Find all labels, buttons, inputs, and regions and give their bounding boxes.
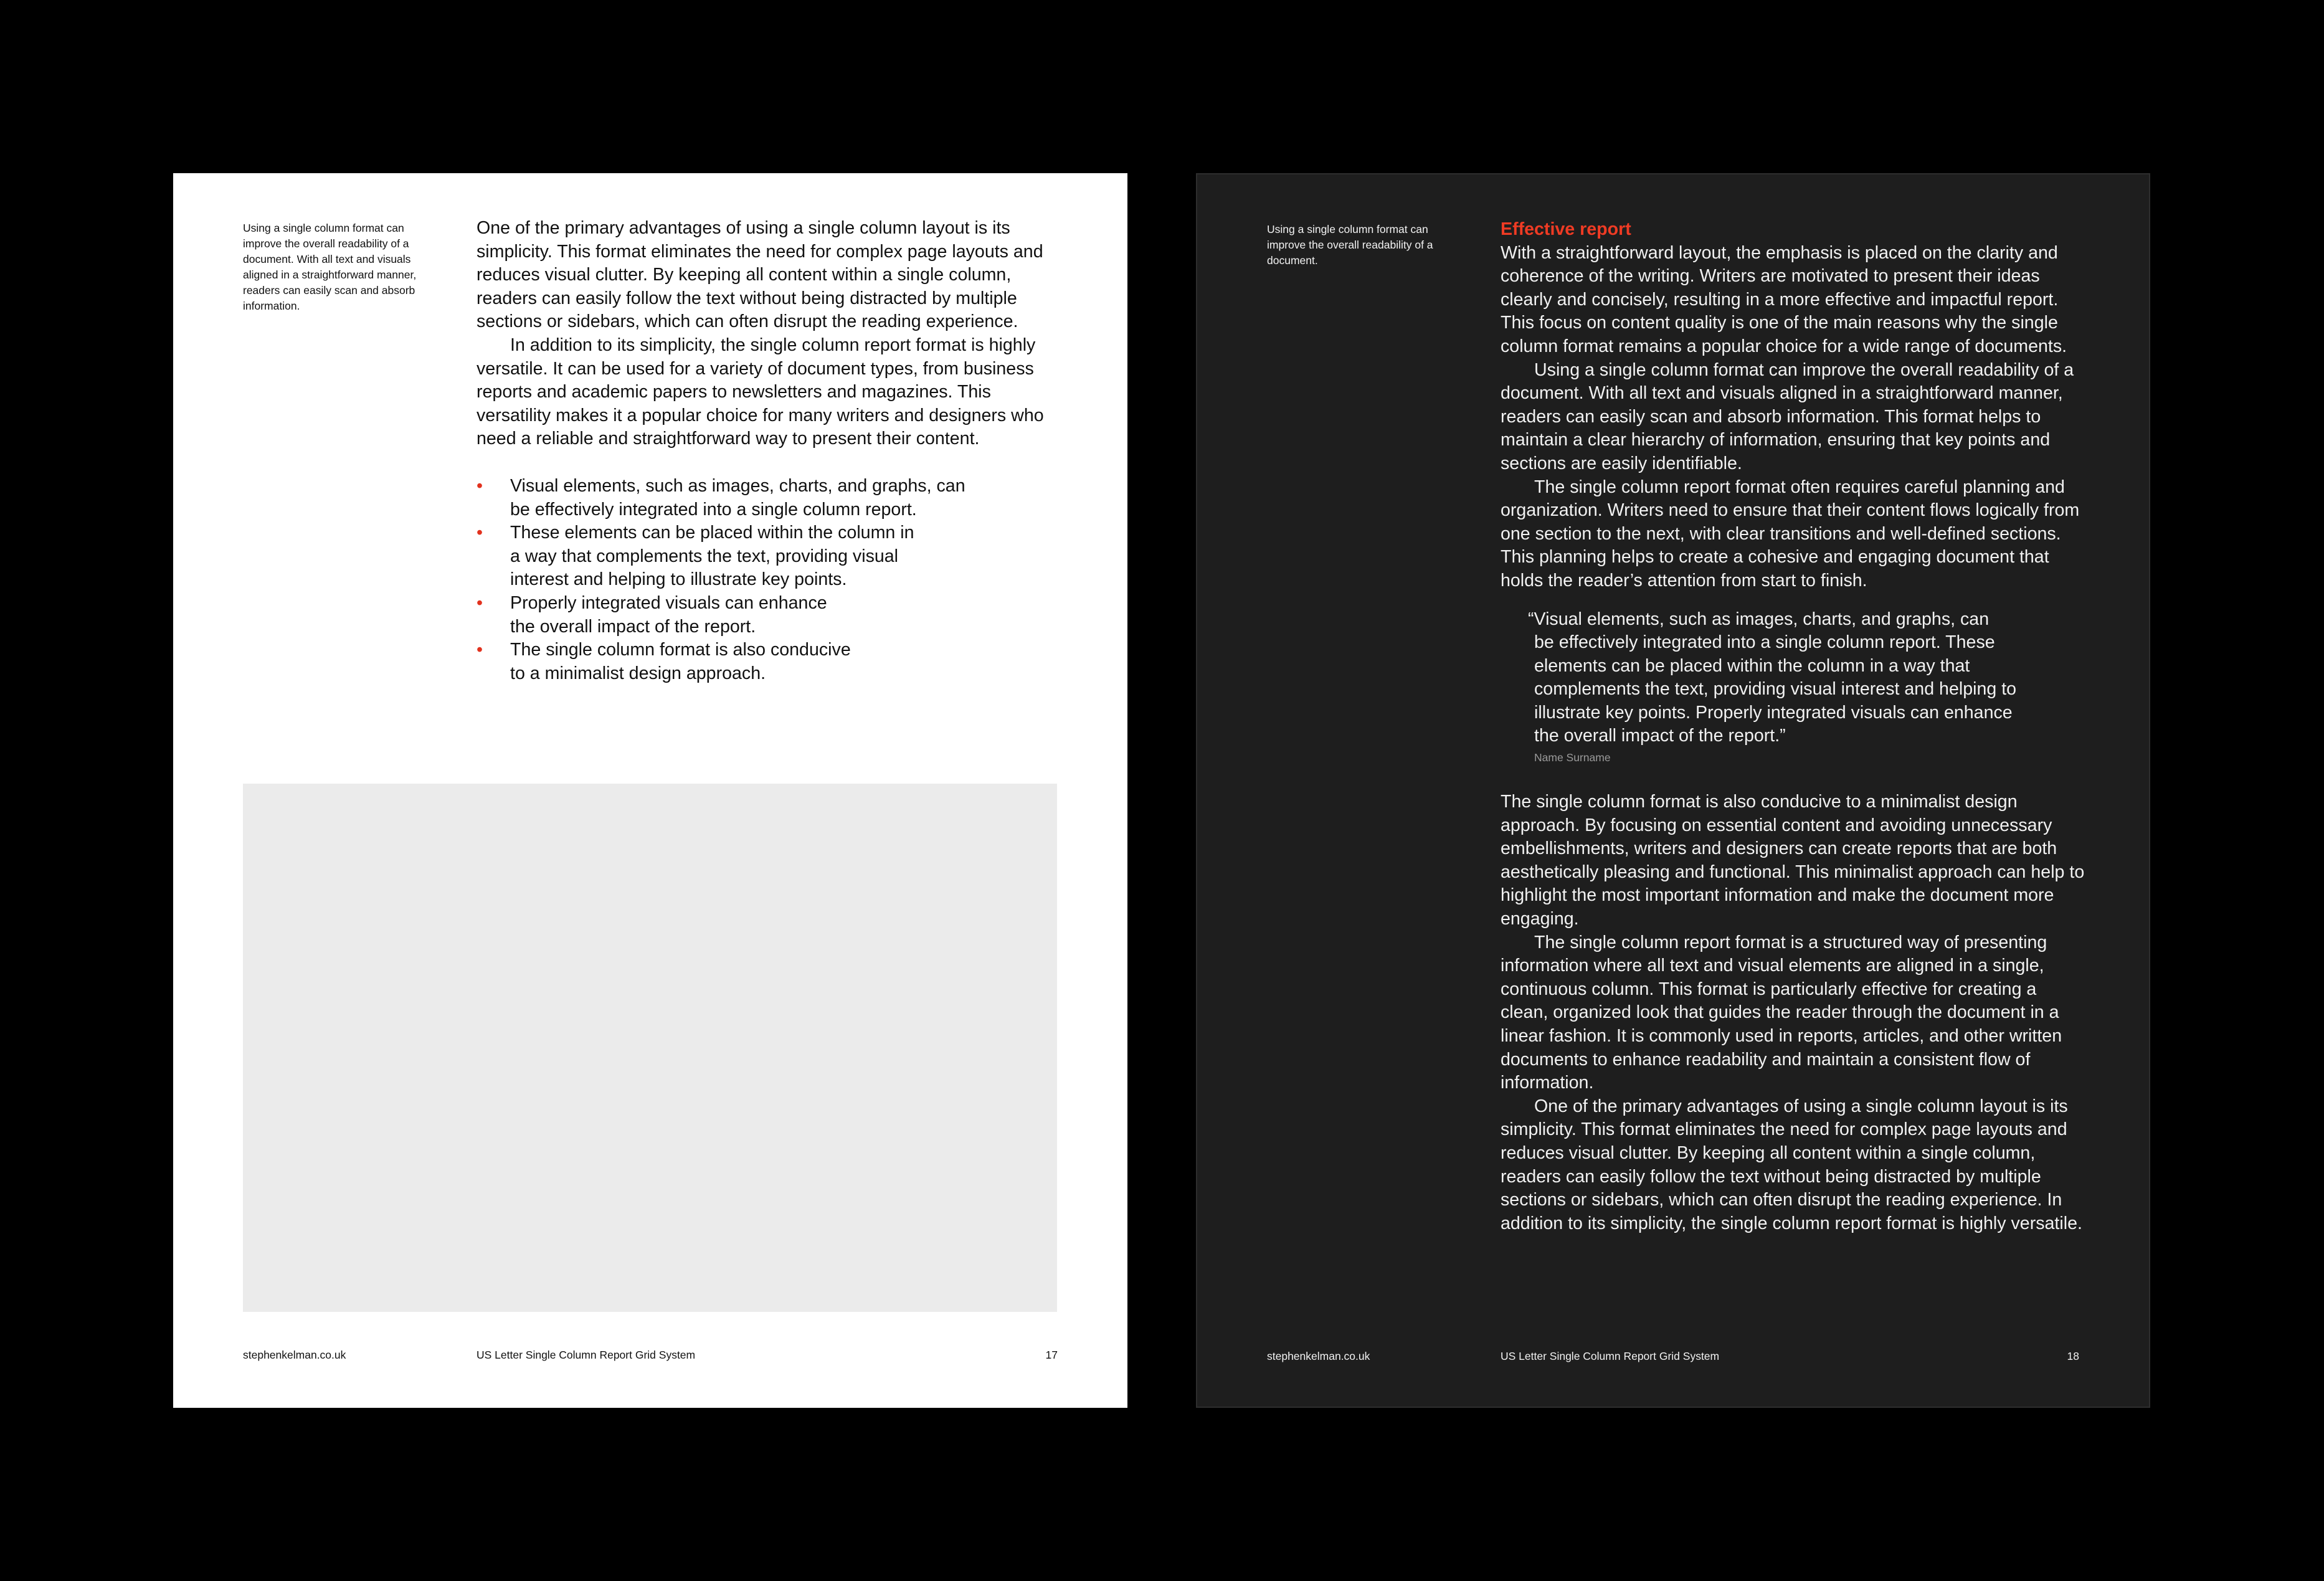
body-text bbox=[1501, 218, 2086, 1235]
list-item-line: a way that complements the text, providing visual bbox=[510, 546, 899, 566]
list-item-line: to a minimalist design approach. bbox=[510, 663, 766, 683]
list-item bbox=[477, 639, 1062, 685]
quote-attribution: Name Surname bbox=[1534, 751, 1611, 764]
footer-title: US Letter Single Column Report Grid System bbox=[1501, 1350, 1720, 1362]
page-number: 17 bbox=[1045, 1349, 1058, 1361]
quote-line: illustrate key points. Properly integrated visuals can enhance bbox=[1534, 702, 2013, 723]
quote-line: complements the text, providing visual interest and helping to bbox=[1534, 679, 2017, 700]
sidenote: Using a single column format can improve the overall readability of a document. With all text and visuals aligned in a straightforward manner, readers can easily scan and absorb information. bbox=[243, 222, 417, 312]
quote-line: elements can be placed within the column in a way that bbox=[1534, 655, 1970, 676]
paragraph: Using a single column format can improve the overall readability of a document. With all text and visuals aligned in a straightforward manner, readers can easily scan and absorb information. This format helps to maintain a clear hierarchy of information, ensuring that key points and sections are easily identifiable. bbox=[1501, 359, 2074, 473]
body-text bbox=[477, 217, 1062, 685]
bullet-list bbox=[477, 475, 1062, 685]
list-item-line: The single column format is also conducive bbox=[510, 640, 851, 660]
paragraph: The single column format is also conducive to a minimalist design approach. By focusing on essential content and avoiding unnecessary embellishments, writers and designers can create reports that are both aesthetically pleasing and functional. This minimalist approach can help to highlight the most important information and make the document more engaging. bbox=[1501, 792, 2085, 929]
sidenote: Using a single column format can improve the overall readability of a document. bbox=[1267, 223, 1433, 267]
list-item-line: Properly integrated visuals can enhance bbox=[510, 592, 827, 613]
section-heading: Effective report bbox=[1501, 219, 1631, 239]
list-item-line: the overall impact of the report. bbox=[510, 616, 756, 637]
quote-line: be effectively integrated into a single column report. These bbox=[1534, 632, 1995, 653]
quote-line: “Visual elements, such as images, charts, and graphs, can bbox=[1528, 609, 1990, 629]
paragraph: One of the primary advantages of using a single column layout is its simplicity. This format eliminates the need for complex page layouts and reduces visual clutter. By keeping all content within a single column, readers can easily follow the text without being distracted by multiple sections or sidebars, which can often disrupt the reading experience. bbox=[477, 218, 1043, 332]
page-17 bbox=[173, 173, 1127, 1408]
quote-line: the overall impact of the report.” bbox=[1534, 726, 1786, 746]
bullet-icon: • bbox=[477, 523, 483, 543]
list-item-line: Visual elements, such as images, charts, and graphs, can bbox=[510, 475, 965, 496]
footer-site: stephenkelman.co.uk bbox=[1267, 1350, 1370, 1362]
bullet-icon: • bbox=[477, 640, 483, 660]
list-item bbox=[477, 475, 1062, 521]
page-18 bbox=[1196, 173, 2150, 1408]
bullet-icon: • bbox=[477, 475, 483, 496]
list-item-line: These elements can be placed within the column in bbox=[510, 523, 914, 543]
page-number: 18 bbox=[2067, 1350, 2079, 1362]
paragraph: The single column report format often requires careful planning and organization. Writers need to ensure that their content flows logically from one section to the next, with clear transitions and well-defined sections. This planning helps to create a cohesive and engaging document that holds the reader’s attention from start to finish. bbox=[1501, 477, 2080, 591]
image-placeholder bbox=[243, 784, 1057, 1312]
list-item bbox=[477, 521, 1062, 592]
paragraph: The single column report format is a structured way of presenting information where all text and visual elements are aligned in a single, continuous column. This format is particularly effective for creating a clean, organized look that guides the reader through the document in a linear fashion. It is commonly used in reports, articles, and other written documents to enhance readability and maintain a consistent flow of information. bbox=[1501, 932, 2062, 1093]
paragraph: One of the primary advantages of using a single column layout is its simplicity. This format eliminates the need for complex page layouts and reduces visual clutter. By keeping all content within a single column, readers can easily follow the text without being distracted by multiple sections or sidebars, which can often disrupt the reading experience. In addition to its simplicity, the single column report format is highly versatile. bbox=[1501, 1096, 2082, 1233]
pull-quote bbox=[1501, 608, 2086, 766]
list-item bbox=[477, 592, 1062, 639]
list-item-line: interest and helping to illustrate key points. bbox=[510, 569, 847, 590]
paragraph: With a straightforward layout, the emphasis is placed on the clarity and coherence of the writing. Writers are motivated to present their ideas clearly and concisely, resulting in a more effective and impactful report. This focus on content quality is one of the main reasons why the single column format remains a popular choice for a wide range of documents. bbox=[1501, 242, 2067, 356]
footer-title: US Letter Single Column Report Grid System bbox=[477, 1349, 696, 1361]
bullet-icon: • bbox=[477, 592, 483, 613]
list-item-line: be effectively integrated into a single column report. bbox=[510, 499, 917, 520]
footer-site: stephenkelman.co.uk bbox=[243, 1349, 346, 1361]
paragraph: In addition to its simplicity, the single column report format is highly versatile. It can be used for a variety of document types, from business reports and academic papers to newsletters and magazines. This versatility makes it a popular choice for many writers and designers who need a reliable and straightforward way to present their content. bbox=[477, 335, 1044, 449]
